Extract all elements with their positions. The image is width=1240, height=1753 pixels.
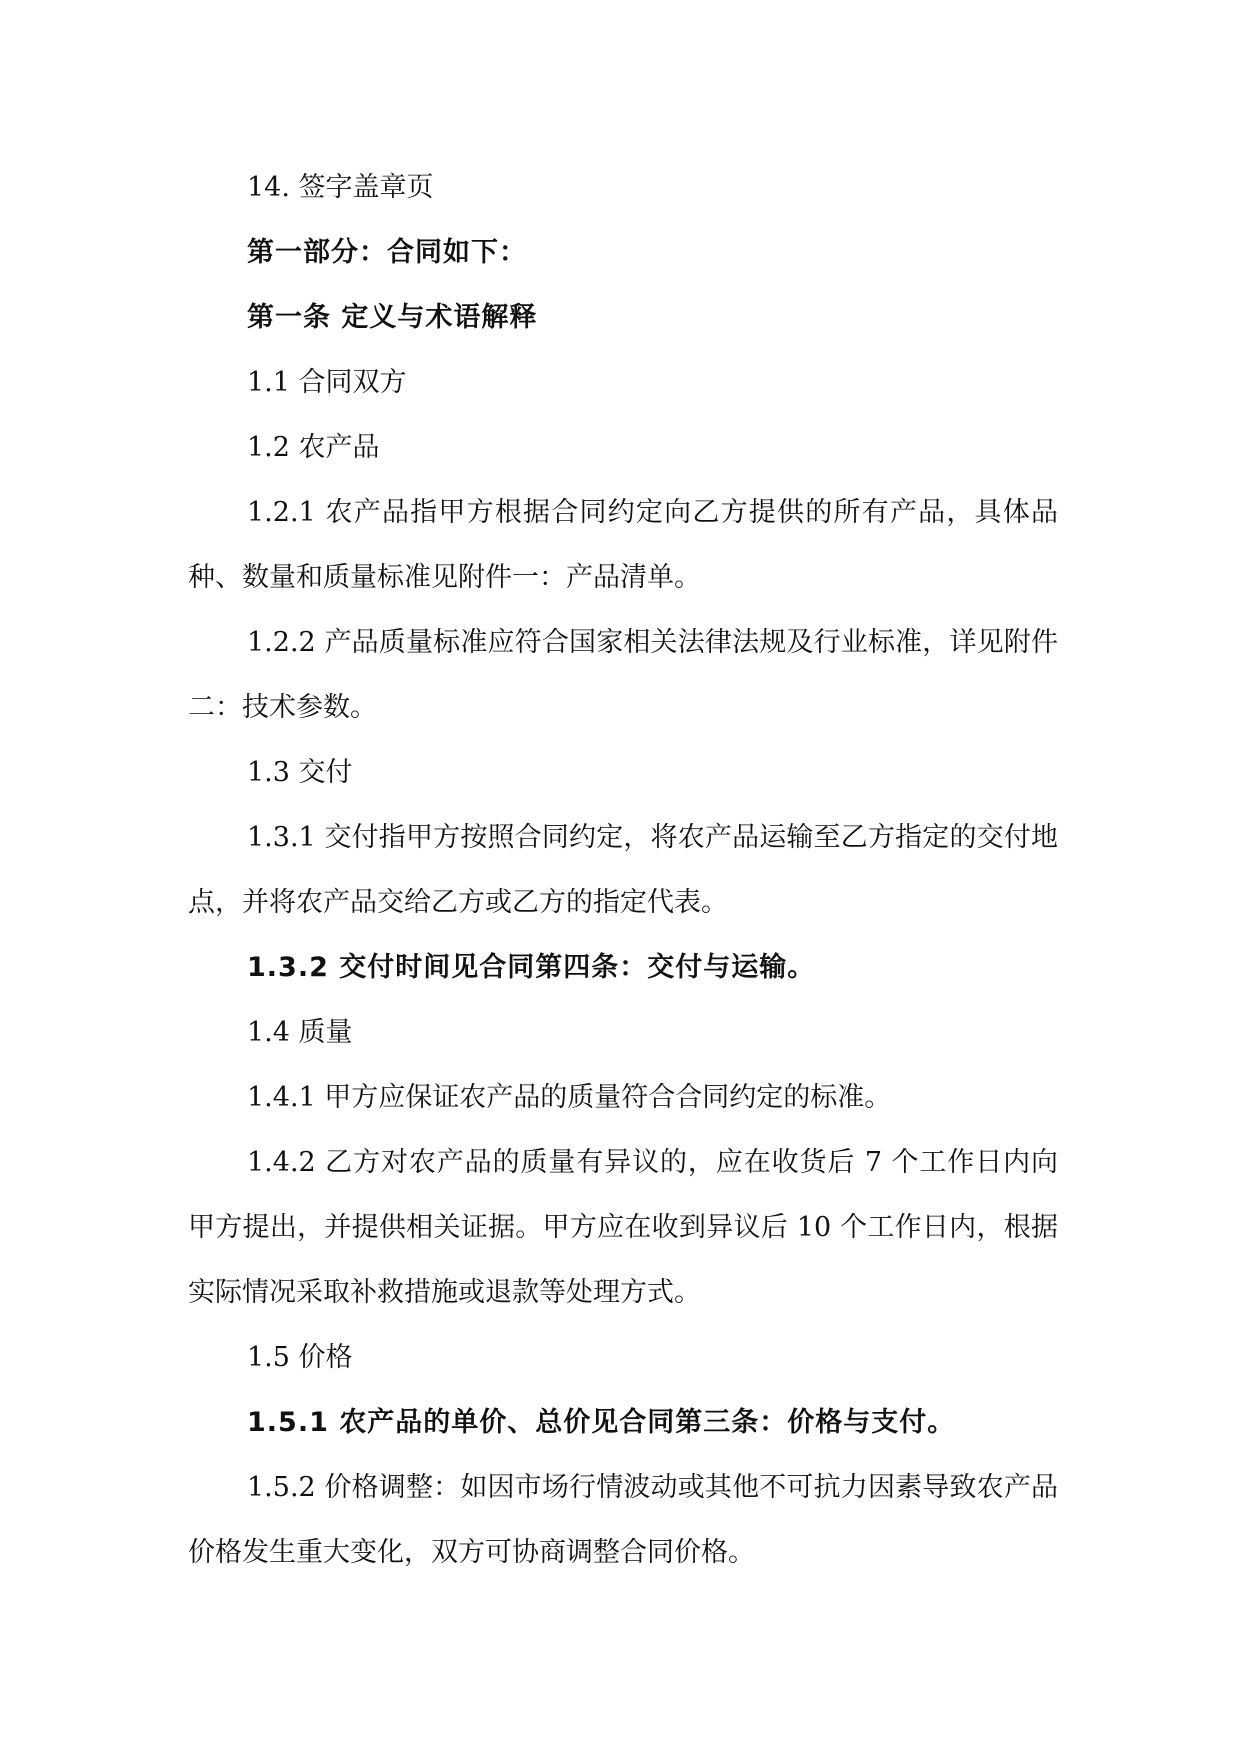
clause-1-4: 1.4 质量 <box>247 1017 353 1048</box>
clause-1-4-2: 1.4.2 乙方对农产品的质量有异议的，应在收货后 7 个工作日内向甲方提出，并提供相关证据。甲方应在收到异议后 10 个工作日内，根据实际情况采取补救措施或退款等处理方式。 <box>188 1147 1058 1308</box>
clause-1-1: 1.1 合同双方 <box>247 367 407 398</box>
document-body <box>188 155 1058 1585</box>
clause-1-2-2: 1.2.2 产品质量标准应符合国家相关法律法规及行业标准，详见附件二：技术参数。 <box>188 627 1058 723</box>
heading-article-one: 第一条 定义与术语解释 <box>247 302 538 333</box>
clause-1-5-2: 1.5.2 价格调整：如因市场行情波动或其他不可抗力因素导致农产品价格发生重大变化，双方可协商调整合同价格。 <box>188 1472 1058 1568</box>
clause-1-2-1: 1.2.1 农产品指甲方根据合同约定向乙方提供的所有产品，具体品种、数量和质量标准见附件一：产品清单。 <box>188 497 1058 593</box>
clause-1-2: 1.2 农产品 <box>247 432 380 463</box>
clause-1-5-1: 1.5.1 农产品的单价、总价见合同第三条：价格与支付。 <box>247 1407 956 1438</box>
clause-1-3-2: 1.3.2 交付时间见合同第四条：交付与运输。 <box>247 952 816 983</box>
clause-1-5: 1.5 价格 <box>247 1342 353 1373</box>
heading-part-one: 第一部分：合同如下： <box>247 237 527 268</box>
paragraph-signature-page-item: 14. 签字盖章页 <box>247 172 434 203</box>
clause-1-3: 1.3 交付 <box>247 757 353 788</box>
clause-1-3-1: 1.3.1 交付指甲方按照合同约定，将农产品运输至乙方指定的交付地点，并将农产品交给乙方或乙方的指定代表。 <box>188 822 1058 918</box>
clause-1-4-1: 1.4.1 甲方应保证农产品的质量符合合同约定的标准。 <box>247 1082 892 1113</box>
